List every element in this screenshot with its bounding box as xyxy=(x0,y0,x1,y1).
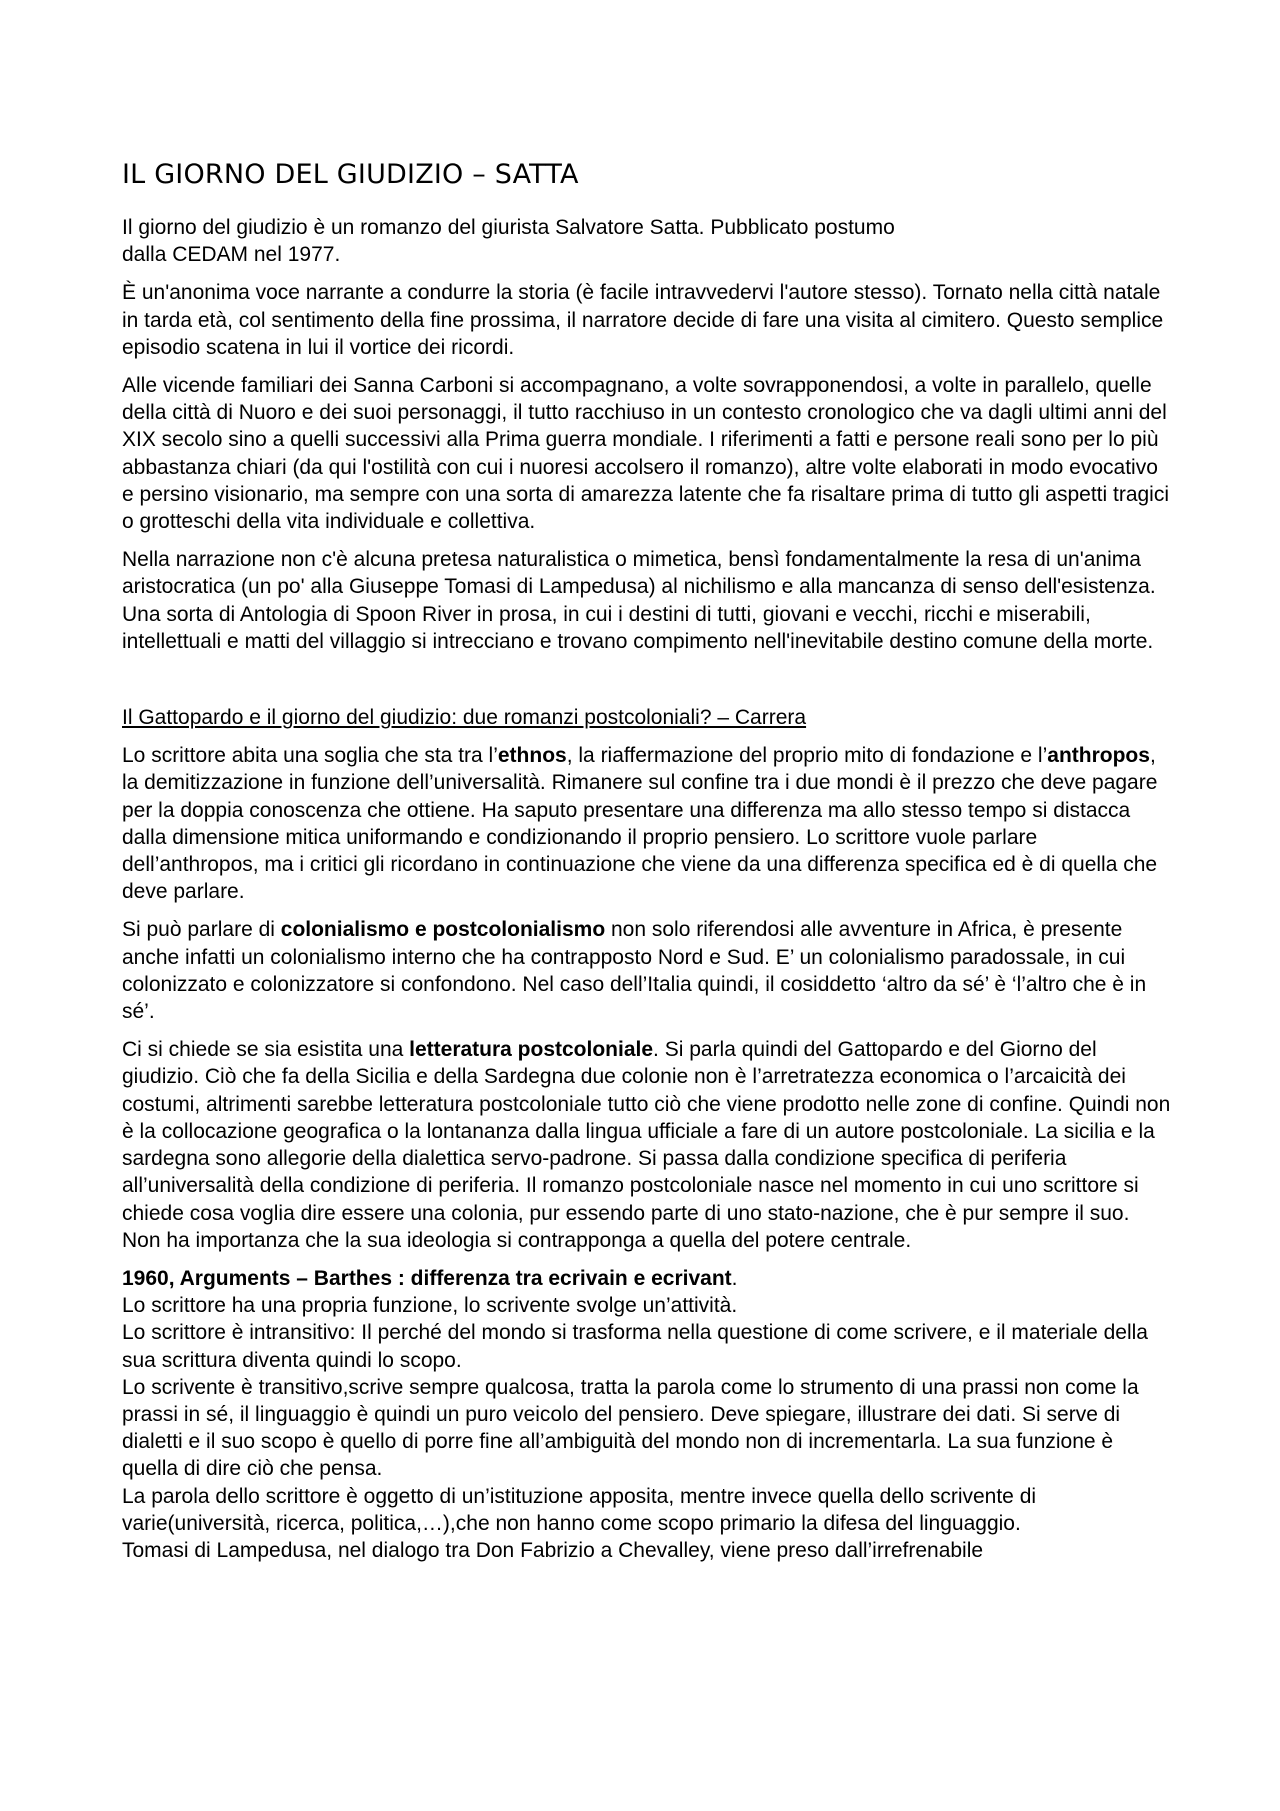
document-body xyxy=(122,158,1172,1564)
carrera-paragraph-2 xyxy=(122,916,1172,1025)
carrera-paragraph-3 xyxy=(122,1036,1172,1254)
barthes-line-1: Lo scrittore ha una propria funzione, lo scrivente svolge un’attività. xyxy=(122,1294,738,1318)
barthes-line-3: Lo scrivente è transitivo,scrive sempre qualcosa, tratta la parola come lo strumento di una prassi non come la prassi in sé, il linguaggio è quindi un puro veicolo del pensiero. Deve spiegare, illustrare dei dati. Si serve di dialetti e il suo scopo è quello di porre fine all’ambiguità del mondo non di incrementarla. La sua funzione è quella di dire ciò che pensa. xyxy=(122,1375,1139,1481)
text-run: non solo riferendosi alle avventure in Africa, è presente anche infatti un colonialismo interno che ha contrapposto Nord e Sud. E’ un colonialismo paradossale, in cui colonizzato e colonizzatore si confondono. Nel caso dell’Italia quindi, il cosiddetto ‘altro da sé’ è ‘l’altro che è in sé’. xyxy=(122,918,1147,1024)
intro-line-1: Il giorno del giudizio è un romanzo del giurista Salvatore Satta. Pubblicato postumo xyxy=(122,216,895,239)
intro-line-2: dalla CEDAM nel 1977. xyxy=(122,243,341,267)
section-spacer xyxy=(122,666,1172,704)
section-heading-carrera: Il Gattopardo e il giorno del giudizio: due romanzi postcoloniali? – Carrera xyxy=(122,706,807,730)
bold-term-letteratura: letteratura postcoloniale xyxy=(409,1038,654,1062)
text-run: , la demitizzazione in funzione dell’universalità. Rimanere sul confine tra i due mondi è il prezzo che deve pagare per la doppia conoscenza che ottiene. Ha saputo presentare una differenza ma allo stesso tempo si distacca dalla dimensione mitica uniformando e condizionando il proprio pensiero. Lo scrittore vuole parlare dell’anthropos, ma i critici gli ricordano in continuazione che viene da una differenza specifica ed è di quella che deve parlare. xyxy=(122,744,1158,904)
text-run: Lo scrittore abita una soglia che sta tra l’ xyxy=(122,744,498,768)
barthes-heading-bold: 1960, Arguments – Barthes : differenza tra ecrivain e ecrivant xyxy=(122,1266,732,1290)
document-title: IL GIORNO DEL GIUDIZIO – SATTA xyxy=(122,159,579,190)
text-run: . Si parla quindi del Gattopardo e del Giorno del giudizio. Ciò che fa della Sicilia e della Sardegna due colonie non è l’arretratezza economica o l’arcaicità dei costumi, altrimenti sarebbe letteratura postcoloniale tutto ciò che viene prodotto nelle zone di confine. Quindi non è la collocazione geografica o la lontananza dalla lingua ufficiale a fare di un autore postcoloniale. La sicilia e la sardegna sono allegorie della dialettica servo-padrone. Si passa dalla condizione specifica di periferia all’universalità della condizione di periferia. Il romanzo postcoloniale nasce nel momento in cui uno scrittore si chiede cosa voglia dire essere una colonia, pur essendo parte di uno stato-nazione, che è pur sempre il suo. Non ha importanza che la sua ideologia si contrapponga a quella del potere centrale. xyxy=(122,1038,1171,1252)
bold-term-colonialismo: colonialismo e postcolonialismo xyxy=(280,918,606,942)
barthes-line-5: Tomasi di Lampedusa, nel dialogo tra Don Fabrizio a Chevalley, viene preso dall’irrefrenabile xyxy=(122,1538,984,1562)
barthes-heading xyxy=(122,1265,1172,1292)
intro-paragraph-3: Alle vicende familiari dei Sanna Carboni si accompagnano, a volte sovrapponendosi, a volte in parallelo, quelle della città di Nuoro e dei suoi personaggi, il tutto racchiuso in un contesto cronologico che va dagli ultimi anni del XIX secolo sino a quelli successivi alla Prima guerra mondiale. I riferimenti a fatti e persone reali sono per lo più abbastanza chiari (da qui l'ostilità con cui i nuoresi accolsero il romanzo), altre volte elaborati in modo evocativo e persino visionario, ma sempre con una sorta di amarezza latente che fa risaltare prima di tutto gli aspetti tragici o grotteschi della vita individuale e collettiva. xyxy=(122,374,1170,534)
bold-term-anthropos: anthropos xyxy=(1047,744,1150,768)
intro-paragraph-4: Nella narrazione non c'è alcuna pretesa naturalistica o mimetica, bensì fondamentalmente la resa di un'anima aristocratica (un po' alla Giuseppe Tomasi di Lampedusa) al nichilismo e alla mancanza di senso dell'esistenza. Una sorta di Antologia di Spoon River in prosa, in cui i destini di tutti, giovani e vecchi, ricchi e miserabili, intellettuali e matti del villaggio si intrecciano e trovano compimento nell'inevitabile destino comune della morte. xyxy=(122,548,1156,653)
text-run: . xyxy=(731,1266,738,1290)
barthes-line-4: La parola dello scrittore è oggetto di un’istituzione apposita, mentre invece quella dello scrivente di varie(università, ricerca, politica,…),che non hanno come scopo primario la difesa del linguaggio. xyxy=(122,1484,1037,1535)
bold-term-ethnos: ethnos xyxy=(497,744,567,768)
text-run: Ci si chiede se sia esistita una xyxy=(122,1038,410,1062)
barthes-section xyxy=(122,1265,1172,1564)
text-run: Si può parlare di xyxy=(122,918,281,942)
text-run: , la riaffermazione del proprio mito di fondazione e l’ xyxy=(566,744,1048,768)
carrera-paragraph-1 xyxy=(122,742,1172,905)
barthes-line-2: Lo scrittore è intransitivo: Il perché del mondo si trasforma nella questione di come scrivere, e il materiale della sua scrittura diventa quindi lo scopo. xyxy=(122,1321,1148,1372)
intro-paragraph-2: È un'anonima voce narrante a condurre la storia (è facile intravvedervi l'autore stesso). Tornato nella città natale in tarda età, col sentimento della fine prossima, il narratore decide di fare una visita al cimitero. Questo semplice episodio scatena in lui il vortice dei ricordi. xyxy=(122,281,1164,359)
intro-paragraph-1 xyxy=(122,214,1172,268)
